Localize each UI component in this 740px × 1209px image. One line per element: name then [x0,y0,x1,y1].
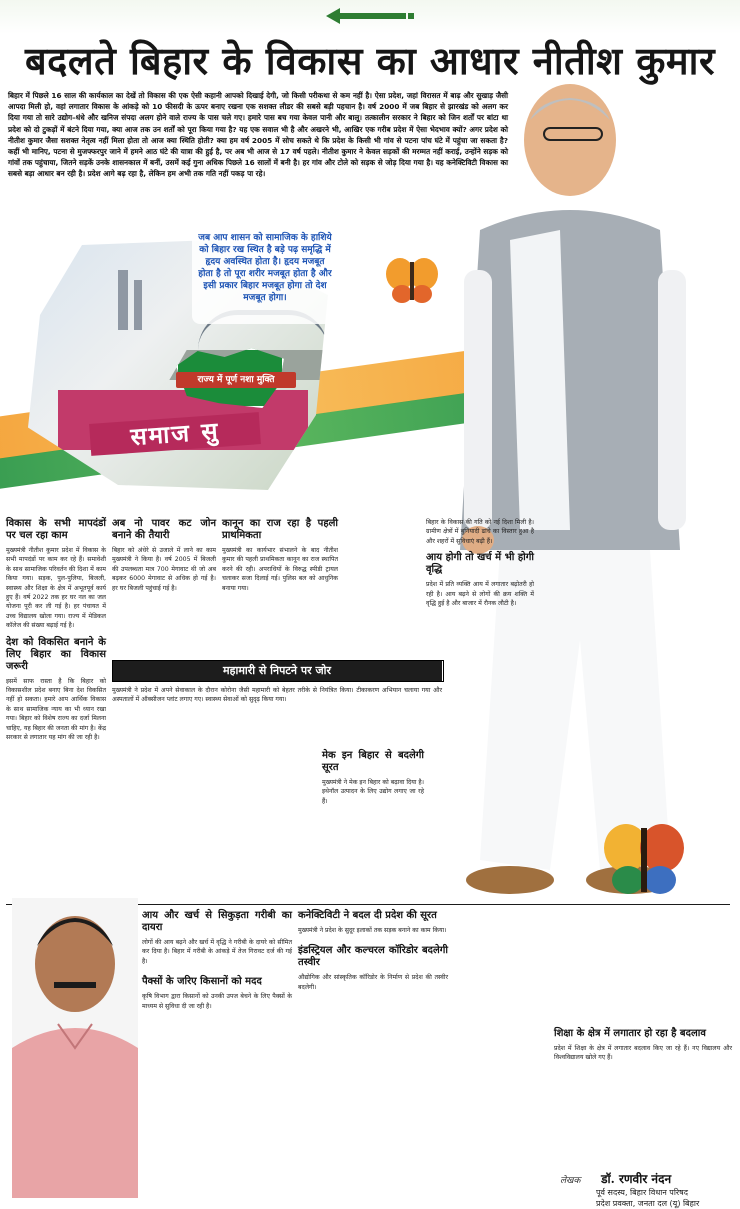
column-body: औद्योगिक और सांस्कृतिक कॉरिडोर के निर्माण से प्रदेश की तस्वीर बदलेगी। [298,974,448,991]
column-body: मुख्यमंत्री का कार्यभार संभालने के बाद नीतीश कुमार की पहली प्राथमिकता कानून का राज स्थापित करने की रही। अपराधियों के विरुद्ध स्पीडी ट्रायल चलाकर सजा दिलाई गई। पुलिस बल को आधुनिक बनाया गया। [222,547,338,592]
column-heading: पैक्सों के जरिए किसानों को मदद [142,976,262,988]
column-heading: मेक इन बिहार से बदलेगी सूरत [322,750,424,773]
intro-paragraph: बिहार में पिछले 16 साल की कार्यकाल का देखें तो विकास की एक ऐसी कहानी आपको दिखाई देगी, जो किसी परीकथा से कम नहीं है। ऐसा प्रदेश, जहां विरासत में बाढ़ और सुखाड़ जैसी आपदा मिली हो, वहां लगातार विकास के आंकड़े को 10 फीसदी के ऊपर बनाए रखना एक सशक्त लीडर की सबसे बड़ी पहचान है। वर्ष 2000 में जब बिहार से झारखंड को अलग कर दिया गया तो सारे उद्योग–धंधे और खनिज संपदा अलग होने वाले राज्य के पास चले गए। हमारे पास बच गया केवल पानी और बालू। तत्कालीन सरकार ने बिहार को जिन शर्तों पर बांटा था प्रदेश को दो टुकड़ों में बंटने दिया गया, क्या आज तक उन शर्तों को पूरा किया गया है? यह एक सवाल भी है और अखरने भी, आखिर एक गरीब प्रदेश में ऐसा भेदभाव क्यों? अगर प्रदेश को नीतीश कुमार जैसा सशक्त नेतृत्व नहीं मिला होता तो आज क्या स्थिति होती? क्या हम वर्ष 2005 में सोच सकते थे कि प्रदेश के किसी भी गांव से पटना पांच घंटे में पहुंचा जा सकता है? कहीं भी मानिए, पटना से मुजफ्फरपुर जाने में हमने आठ घंटे की यात्रा की हुई है, पर अब भी आज से 17 वर्ष पहले। नीतीश कुमार ने केवल सड़कों की मरम्मत नहीं कराई, उन्होंने सड़क को गांवों तक पहुंचाया, जितने सड़कें उनके शासनकाल में बनीं, उसमें कई गुना अधिक पिछले 16 सालों में बनी है। हर गांव और टोले को सड़क से जोड़ दिया गया है। यह कनेक्टिविटी विकास का सबसे बड़ा आधार बन रही है। प्रदेश आगे बढ़ रहा है, लेकिन हम अभी तक गति नहीं पकड़ पा रहे। [8,91,508,179]
author-byline [560,1168,740,1208]
bottom-column-poverty [142,910,292,1160]
column-body: प्रदेश में शिक्षा के क्षेत्र में लगातार बदलाव किए जा रहे हैं। नए विद्यालय और विश्वविद्यालय खोले गए हैं। [554,1045,732,1062]
bottom-column-connectivity [298,910,448,1160]
byline-label: लेखक [560,1176,581,1186]
bottom-column-education [554,1028,732,1158]
column-body: प्रदेश में प्रति व्यक्ति आय में लगातार बढ़ोतरी हो रही है। आय बढ़ने से लोगों की क्रय शक्ति में वृद्धि हुई है और बाजार में रौनक लौटी है। [426,581,534,608]
column-development [6,518,106,900]
column-income [426,518,534,888]
epidemic-box-title: महामारी से निपटने पर जोर [112,660,442,682]
top-banner [0,0,740,34]
author-role: प्रदेश प्रवक्ता, जनता दल (यू) बिहार [596,1199,700,1208]
butterfly-icon [386,256,438,304]
author-name: डॉ. रणवीर नंदन [601,1172,672,1186]
butterfly-icon [604,820,684,898]
column-law [222,518,338,658]
column-body: लोगों की आय बढ़ने और खर्च में वृद्धि ने गरीबी के दायरे को सीमित कर दिया है। बिहार में गरीबी के आंकड़े में तेज गिरावट दर्ज की गई है। [142,939,292,965]
column-heading: आय और खर्च से सिकुड़ता गरीबी का दायरा [142,910,292,933]
column-heading: कानून का राज रहा है पहली प्राथमिकता [222,518,338,541]
column-body: मुख्यमंत्री ने प्रदेश में अपने सेवाकाल के दौरान कोरोना जैसी महामारी को बेहतर तरीके से नियंत्रित किया। टीकाकरण अभियान चलाया गया और अस्पतालों में ऑक्सीजन प्लांट लगाए गए। स्वास्थ्य सेवाओं को सुदृढ़ किया गया। [112,687,442,704]
column-body: बिहार के विकास की गति को नई दिशा मिली है। ग्रामीण क्षेत्रों में बुनियादी ढांचे का विस्तार हुआ है और शहरों में सुविधाएं बढ़ी हैं। [426,519,534,545]
column-body: इसमें साफ रास्ता है कि बिहार को विकासशील प्रदेश बनाए बिना देश विकसित नहीं हो सकता। हमारे आप आर्थिक विकास के साथ सामाजिक न्याय का भी ध्यान रखा गया। बिहार को विशेष राज्य का दर्जा मिलना चाहिए, यह बिहार की जनता की मांग है। केंद्र सरकार से लगातार यह मांग की जा रही है। [6,677,106,742]
map-caption: राज्य में पूर्ण नशा मुक्ति [176,372,296,388]
column-body: मुख्यमंत्री नीतीश कुमार प्रदेश में विकास के सभी मापदंडों पर काम कर रहे हैं। समावेशी के साथ सामाजिक परिवर्तन की दिशा में काम किया गया। सड़क, पुल-पुलिया, बिजली, स्वास्थ्य और शिक्षा के क्षेत्र में अभूतपूर्व कार्य हुए हैं। वर्ष 2022 तक हर घर नल का जल योजना पूरी कर ली गई है। हर पंचायत में उच्च विद्यालय खोला गया। राज्य में मेडिकल कॉलेज की संख्या बढ़ाई गई है। [6,547,106,630]
column-heading: विकास के सभी मापदंडों पर चल रहा काम [6,518,106,541]
column-heading: आय होगी तो खर्च में भी होगी वृद्धि [426,552,534,576]
column-make-in-bihar [322,750,424,900]
column-body: कृषि विभाग द्वारा किसानों को उनकी उपज बेचने के लिए पैक्सों के माध्यम से सुविधा दी जा रही है। [142,993,292,1010]
column-body: बिहार को अंधेरे से उजाले में लाने का काम मुख्यमंत्री ने किया है। वर्ष 2005 में बिजली की उपलब्धता मात्र 700 मेगावाट थी जो अब बढ़कर 6000 मेगावाट से अधिक हो गई है। हर घर बिजली पहुंचाई गई है। [112,547,216,592]
column-body: मुख्यमंत्री ने मेक इन बिहार को बढ़ावा दिया है। इथेनॉल उत्पादन के लिए उद्योग लगाए जा रहे हैं। [322,779,424,805]
column-heading: देश को विकसित बनाने के लिए बिहार का विकास जरूरी [6,636,106,672]
column-heading: कनेक्टिविटी ने बदल दी प्रदेश की सूरत [298,910,437,921]
arrow-left-icon [326,6,416,26]
column-heading: इंडस्ट्रियल और कल्चरल कॉरिडोर बदलेगी तस्वीर [298,945,448,969]
column-heading: शिक्षा के क्षेत्र में लगातार हो रहा है बदलाव [554,1028,706,1039]
author-photo [12,898,138,1198]
column-power [112,518,216,658]
column-body: मुख्यमंत्री ने प्रदेश के सुदूर इलाकों तक सड़क बनाने का काम किया। [298,927,447,934]
column-heading: अब नो पावर कट जोन बनाने की तैयारी [112,518,216,541]
epidemic-box-body [112,686,442,746]
cm-quote: जब आप शासन को सामाजिक के हाशिये को बिहार रख स्थित है बड़े पढ़ समृद्धि में हृदय अवस्थित होता है। हृदय मजबूत होता है तो पूरा शरीर मजबूत होता है और इसी प्रकार बिहार मजबूत होगा तो देश मजबूत होगा। [192,228,338,324]
page-title: बदलते बिहार के विकास का आधार नीतीश कुमार [24,38,716,83]
samaj-sign: समाज सु [89,412,261,456]
author-role: पूर्व सदस्य, बिहार विधान परिषद [596,1188,689,1197]
